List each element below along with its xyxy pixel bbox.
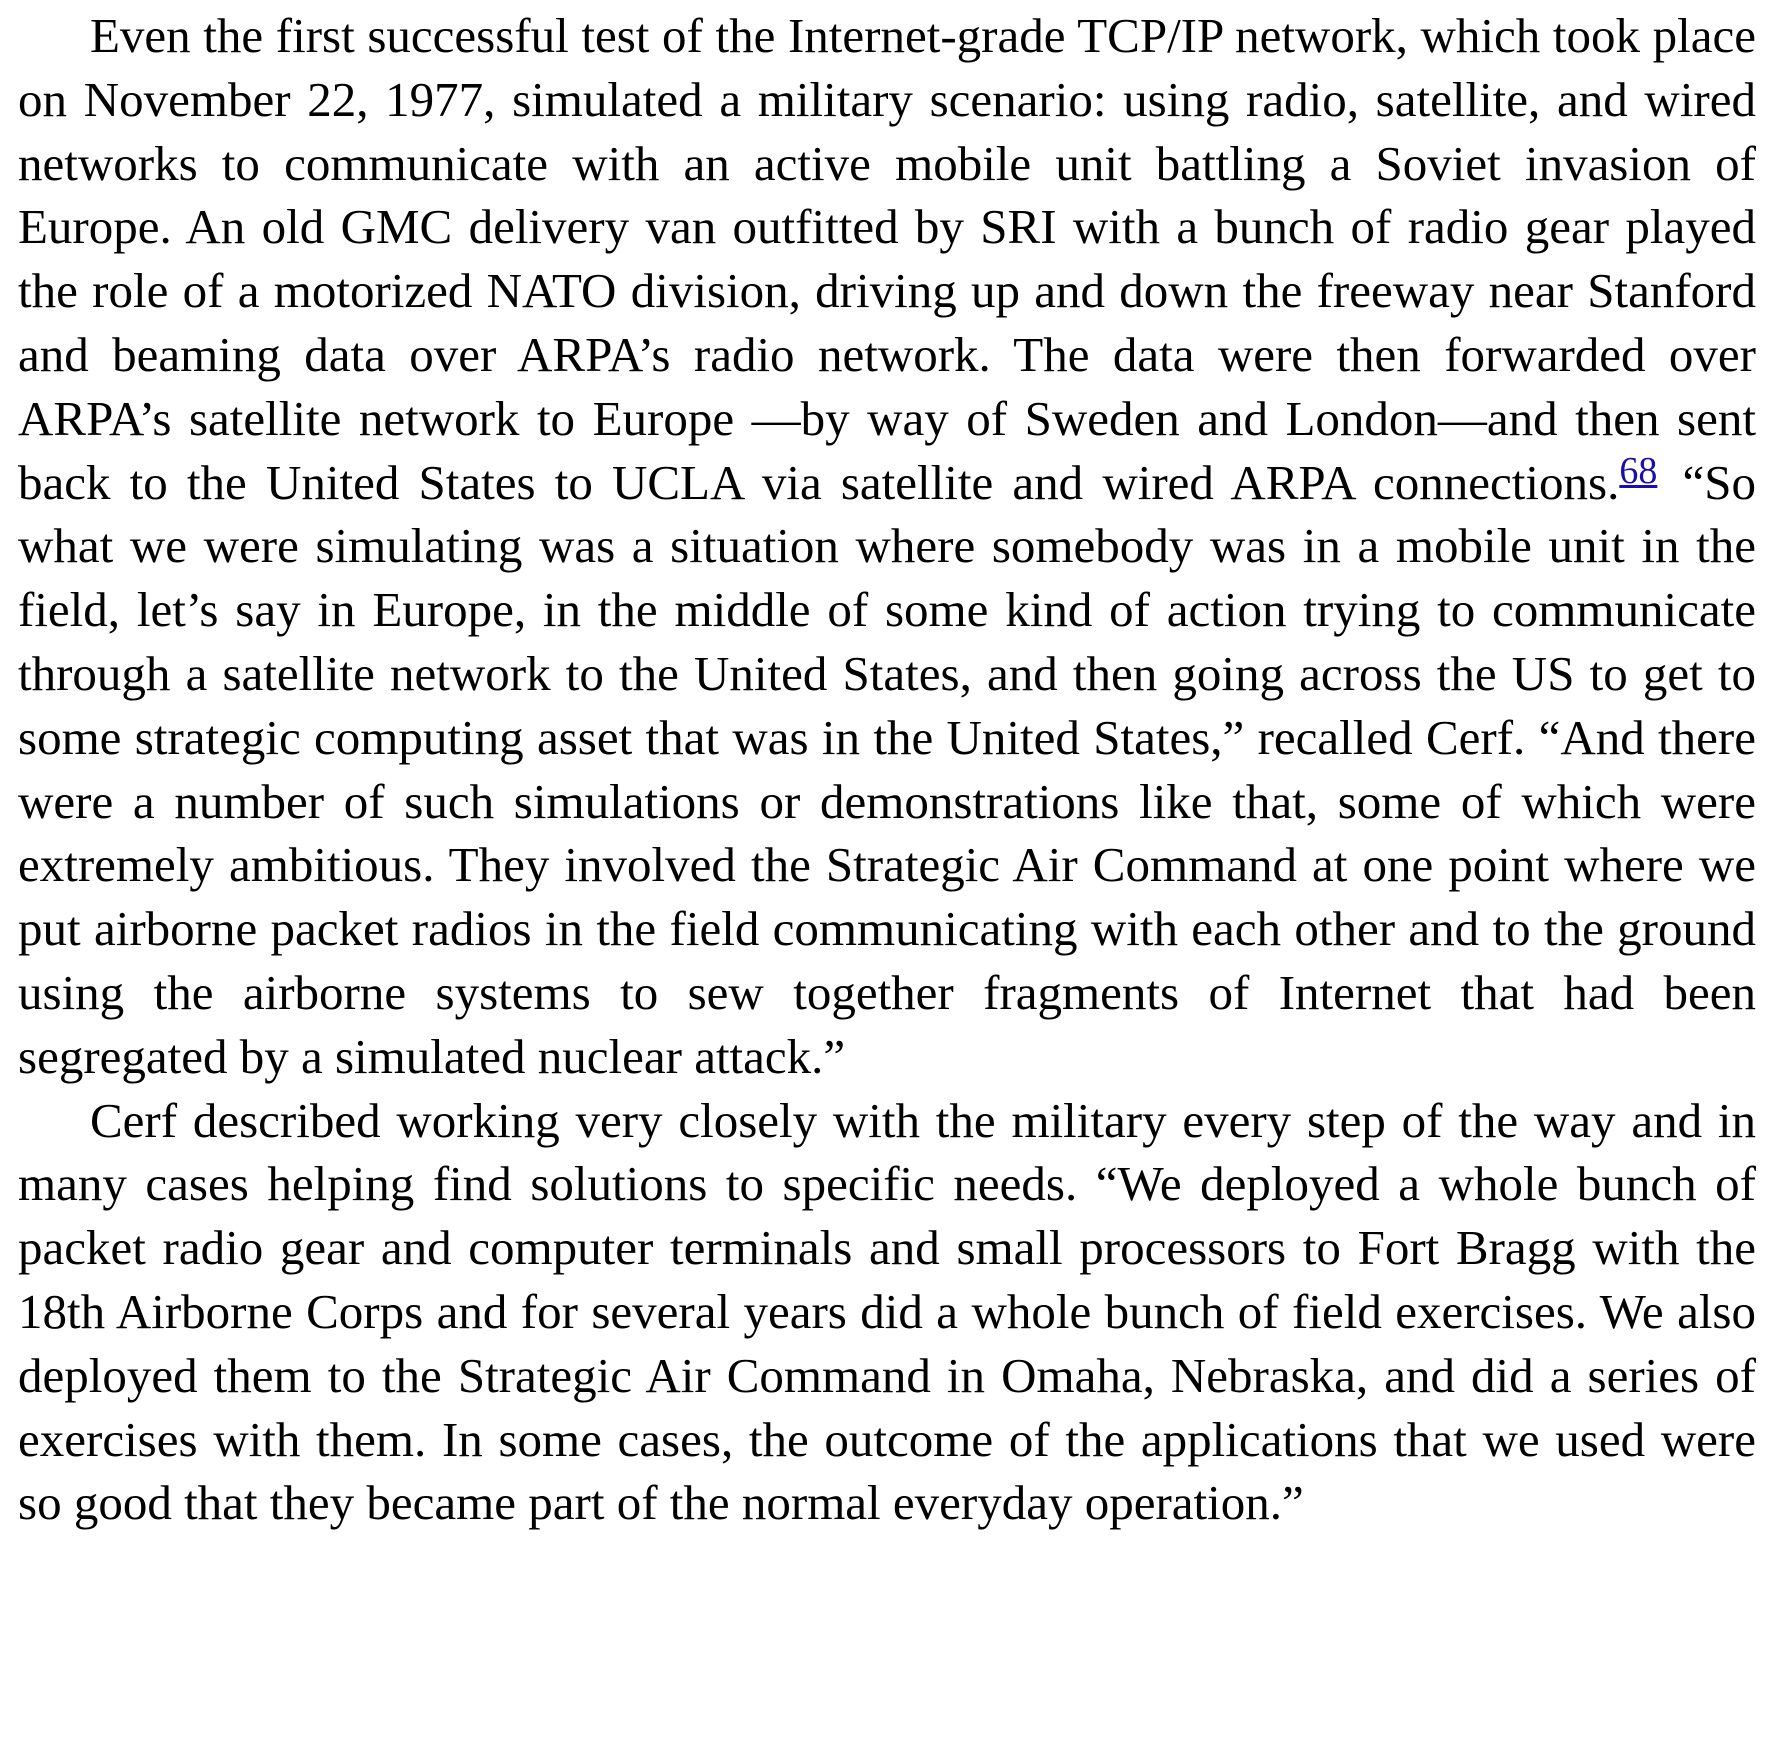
paragraph-2: Cerf described working very closely with the military every step of the way and in many cases helping find solutions to specific needs. “We deployed a whole bunch of packet radio gear and computer terminals and small processors to Fort Bragg with the 18th Airborne Corps and for several years did a whole bunch of field exercises. We also deployed them to the Strategic Air Command in Omaha, Nebraska, and did a series of exercises with them. In some cases, the outcome of the applications that we used were so good that they became part of the normal everyday operation.”	[18, 1092, 1756, 1531]
document-page	[18, 4, 1756, 1535]
paragraph-1	[18, 4, 1756, 1089]
paragraph-1-text-before-ref: Even the first successful test of the Internet-grade TCP/IP network, which took place on November 22, 1977, simulated a military scenario: using radio, satellite, and wired networks to communicate with an active mobile unit battling a Soviet invasion of Europe. An old GMC delivery van outfitted by SRI with a bunch of radio gear played the role of a motorized NATO division, driving up and down the freeway near Stanford and beaming data over ARPA’s radio network. The data were then forwarded over ARPA’s satellite network to Europe —by way of Sweden and London—and then sent back to the United States to UCLA via satellite and wired ARPA connections.	[18, 8, 1756, 510]
footnote-link-68[interactable]: 68	[1619, 449, 1658, 492]
paragraph-1-text-after-ref: “So what we were simulating was a situation where somebody was in a mobile unit in the field, let’s say in Europe, in the middle of some kind of action trying to communicate through a satellite network to the United States, and then going across the US to get to some strategic computing asset that was in the United States,” recalled Cerf. “And there were a number of such simulations or demonstrations like that, some of which were extremely ambitious. They involved the Strategic Air Command at one point where we put airborne packet radios in the field communicating with each other and to the ground using the airborne systems to sew together fragments of Internet that had been segregated by a simulated nuclear attack.”	[18, 454, 1756, 1084]
